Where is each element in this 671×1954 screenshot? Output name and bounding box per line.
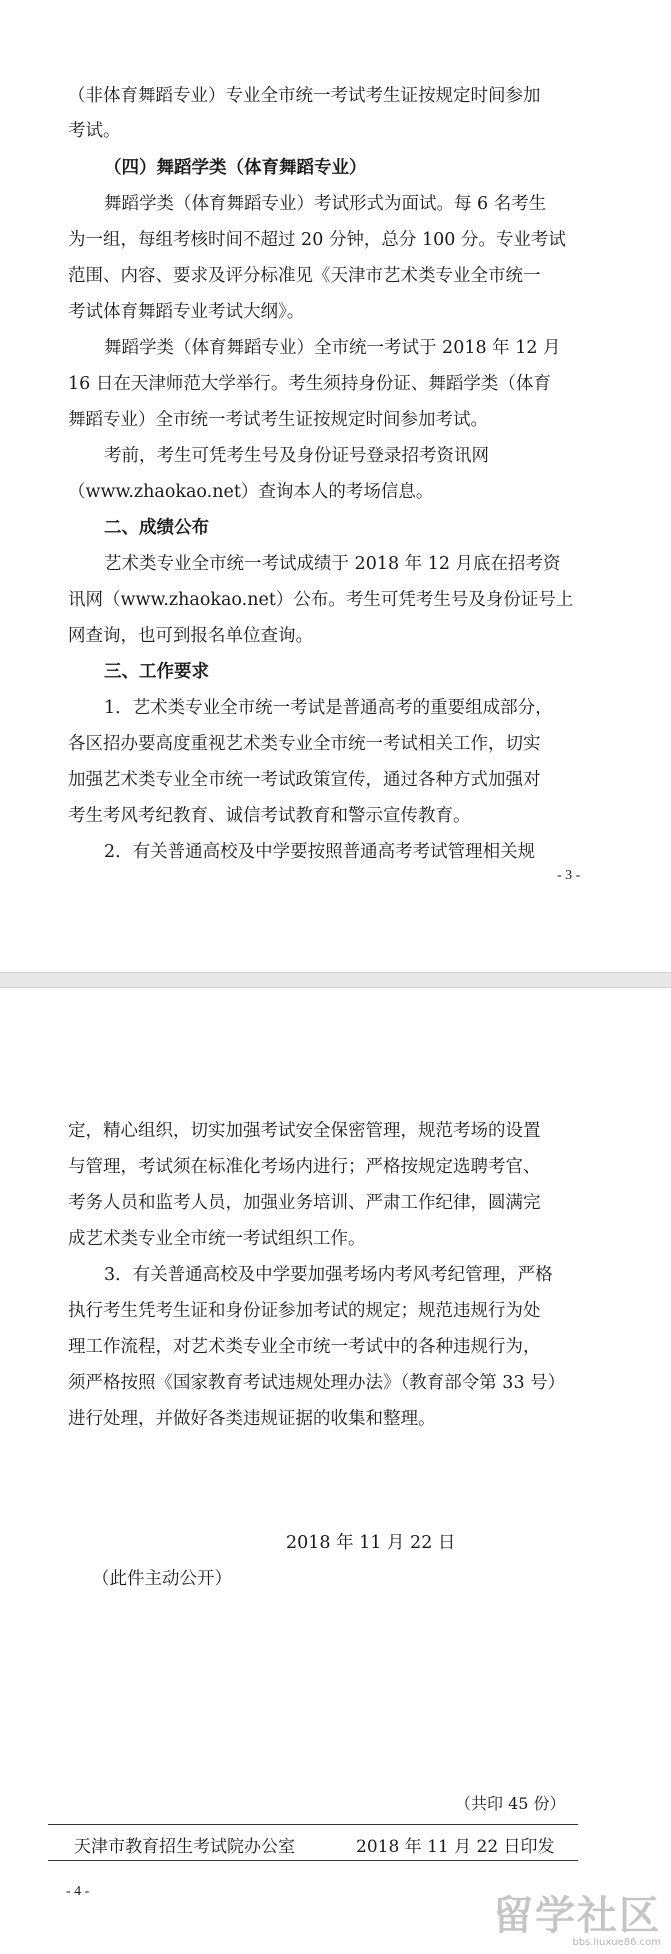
- text-line: 16 日在天津师范大学举行。考生须持身份证、舞蹈学类（体育: [68, 374, 551, 394]
- issue-date: 2018 年 11 月 22 日印发: [356, 1837, 555, 1857]
- section-heading: 二、成绩公布: [104, 518, 209, 538]
- text-line: 考生考风考纪教育、诚信考试教育和警示宣传教育。: [68, 806, 471, 826]
- text-line: 考务人员和监考人员，加强业务培训、严肃工作纪律，圆满完: [68, 1193, 541, 1213]
- text-line: 理工作流程，对艺术类专业全市统一考试中的各种违规行为，: [68, 1337, 541, 1357]
- copies-count: （共印 45 份）: [455, 1794, 566, 1813]
- watermark-logo-text: 留学社区: [493, 1893, 661, 1939]
- document-page-4: [0, 988, 671, 1954]
- issuer-office: 天津市教育招生考试院办公室: [74, 1837, 295, 1857]
- footer-rule-bottom: [48, 1860, 578, 1861]
- section-heading: （四）舞蹈学类（体育舞蹈专业）: [104, 158, 367, 178]
- site-watermark: [493, 1884, 661, 1948]
- section-heading: 三、工作要求: [104, 662, 209, 682]
- text-line: （非体育舞蹈专业）专业全市统一考试考生证按规定时间参加: [68, 86, 541, 106]
- text-line: 3．有关普通高校及中学要加强考场内考风考纪管理，严格: [104, 1265, 553, 1285]
- text-line: （www.zhaokao.net）查询本人的考场信息。: [68, 482, 434, 502]
- text-line: 舞蹈学类（体育舞蹈专业）全市统一考试于 2018 年 12 月: [104, 338, 561, 358]
- text-line: 舞蹈学类（体育舞蹈专业）考试形式为面试。每 6 名考生: [104, 194, 547, 214]
- document-date: 2018 年 11 月 22 日: [286, 1533, 456, 1553]
- text-line: 讯网（www.zhaokao.net）公布。考生可凭考生号及身份证号上: [68, 590, 574, 610]
- page-separator: [0, 972, 671, 988]
- text-line: 艺术类专业全市统一考试成绩于 2018 年 12 月底在招考资: [104, 554, 561, 574]
- text-line: 为一组，每组考核时间不超过 20 分钟，总分 100 分。专业考试: [68, 230, 566, 250]
- text-line: 舞蹈专业）全市统一考试考生证按规定时间参加考试。: [68, 410, 488, 430]
- text-line: 1．艺术类专业全市统一考试是普通高考的重要组成部分，: [104, 698, 553, 718]
- public-note: （此件主动公开）: [92, 1569, 232, 1589]
- text-line: 执行考生凭考生证和身份证参加考试的规定；规范违规行为处: [68, 1301, 541, 1321]
- text-line: 进行处理，并做好各类违规证据的收集和整理。: [68, 1409, 436, 1429]
- text-line: 2．有关普通高校及中学要按照普通高考考试管理相关规: [104, 842, 536, 862]
- text-line: 各区招办要高度重视艺术类专业全市统一考试相关工作，切实: [68, 734, 541, 754]
- text-line: 考试体育舞蹈专业考试大纲》。: [68, 302, 305, 322]
- text-line: 范围、内容、要求及评分标准见《天津市艺术类专业全市统一: [68, 266, 541, 286]
- text-line: 须严格按照《国家教育考试违规处理办法》（教育部令第 33 号）: [68, 1373, 566, 1393]
- page-number: - 4 -: [66, 1884, 90, 1899]
- text-line: 定，精心组织，切实加强考试安全保密管理，规范考场的设置: [68, 1121, 541, 1141]
- text-line: 考试。: [68, 121, 121, 141]
- text-line: 加强艺术类专业全市统一考试政策宣传，通过各种方式加强对: [68, 770, 541, 790]
- text-line: 与管理，考试须在标准化考场内进行；严格按规定选聘考官、: [68, 1157, 541, 1177]
- text-line: 成艺术类专业全市统一考试组织工作。: [68, 1229, 366, 1249]
- document-page-3: [0, 0, 671, 972]
- page-number: - 3 -: [557, 868, 581, 883]
- watermark-url: bbs.liuxue86.com: [572, 1937, 661, 1948]
- text-line: 网查询，也可到报名单位查询。: [68, 626, 313, 646]
- footer-rule-top: [48, 1824, 578, 1825]
- text-line: 考前，考生可凭考生号及身份证号登录招考资讯网: [104, 446, 489, 466]
